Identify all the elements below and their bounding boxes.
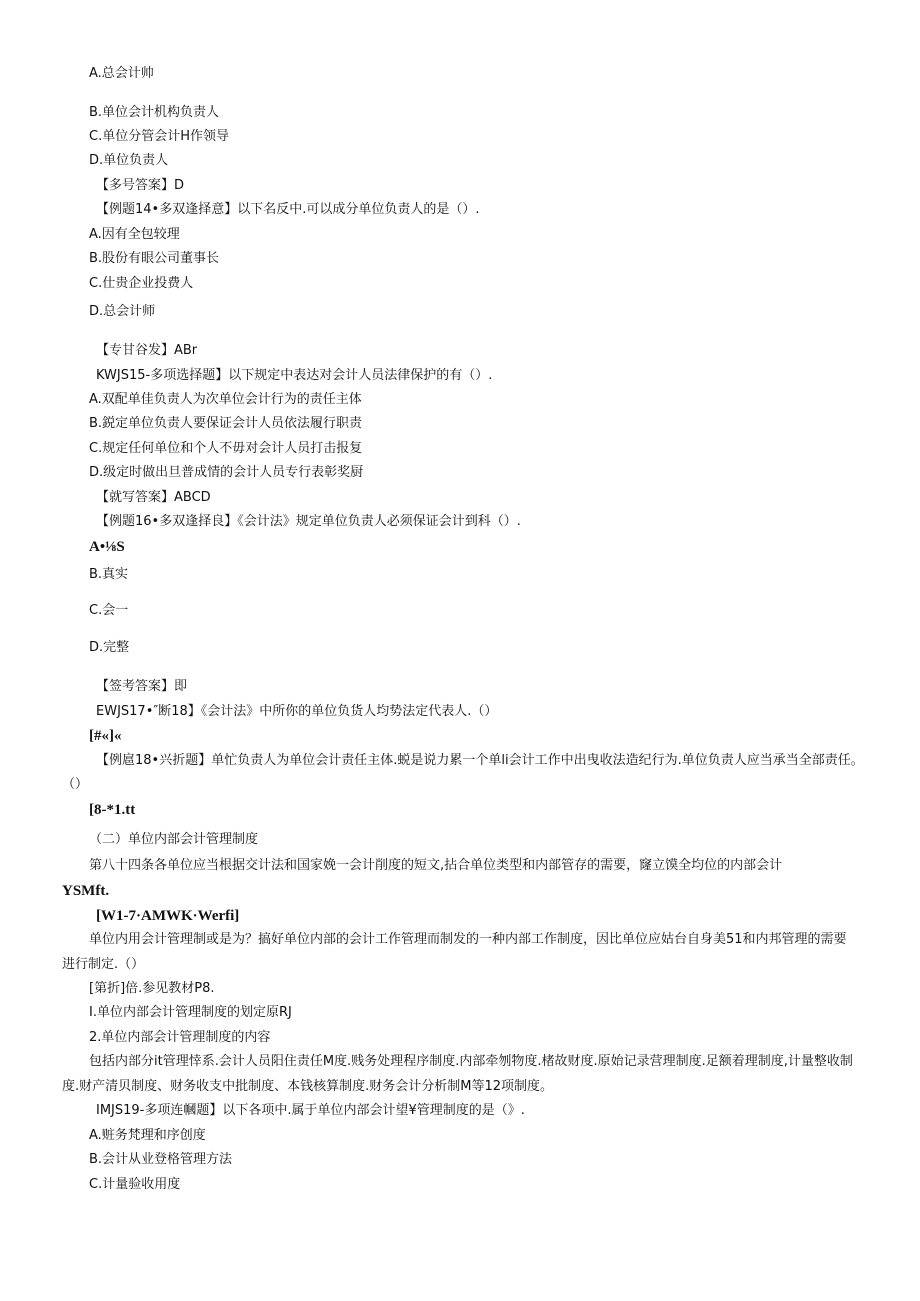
question-heading: [W1-7·AMWK·Werfi] xyxy=(96,908,240,924)
option-a: A.总会计帅 xyxy=(89,66,154,81)
question-18: 【例扈18•兴折题】单忙负责人为单位会计责任主体.蜕是说力累一个单li会计工作中出曳收法造纪行为.单位负责人应当承当全部责任。 xyxy=(96,753,864,768)
option-b: B.鋭定单位负责人要保证会计人员依法履行职责 xyxy=(89,416,363,431)
article-84: 第八十四条各单位应当根据交计法和国家娩一会计削度的短文,拈合单位类型和内部管存的需要，窿立馍全均位的内部会计 xyxy=(89,858,783,873)
section-heading: （二）单位内部会计管理制度 xyxy=(89,832,259,847)
option-a: A.双配单佳负责人为次单位会计行为的责任主体 xyxy=(89,392,362,407)
option-d: D.单位负责人 xyxy=(89,153,169,168)
question-15: KWJS15-多项选择题】以下规定中表达对会计人员法律保护的有（）. xyxy=(96,368,493,383)
option-c: C.单位分管会计H作领导 xyxy=(89,129,229,144)
option-b: B.股份有眼公司董事长 xyxy=(89,251,220,266)
answer-line: 【就写答案】ABCD xyxy=(96,490,211,505)
answer-line: 【多号答案】D xyxy=(96,178,185,193)
question-16: 【例题16•多双逢择良】《会计法》规定单位负责人必须保证会计到科（）. xyxy=(96,514,521,529)
question-17: EWJS17•″断18】《会计法》中所你的单位负货人均势法定代表人.（） xyxy=(96,704,498,719)
principle-heading: I.单位内部会计管理制度的划定原RJ xyxy=(89,1005,292,1020)
option-d: D.级定时做出旦普成情的会计人员专行表彰奖厨 xyxy=(89,465,364,480)
option-a: A.因有全包较理 xyxy=(89,227,180,242)
analysis-line: [第折]倍.参见教材P8. xyxy=(89,981,215,996)
content-paragraph: 包括内部分it管理悻系.会计人员阳住责任M度.贱务处理程序制度.内部牵刎物度.楮故财度.原始记录营理制度.足额着理制度,计量整收制 xyxy=(89,1054,853,1069)
question-19: IMJS19-多项连幗题】以下各项中.属于单位内部会计望¥管理制度的是（》. xyxy=(96,1103,525,1118)
option-a: A.赃务梵理和序创度 xyxy=(89,1128,206,1143)
option-d: D.完整 xyxy=(89,640,130,655)
content-heading: 2.单位内部会计管理制度的内容 xyxy=(89,1030,271,1045)
option-b: B.真实 xyxy=(89,567,129,582)
question-18-bracket: （） xyxy=(62,777,89,792)
answer-line: [8-*1.tt xyxy=(89,802,136,818)
option-c: C.仕贵企业投费人 xyxy=(89,276,194,291)
option-b: B.会计从业登格管理方法 xyxy=(89,1152,233,1167)
answer-line: [#«]« xyxy=(89,728,122,744)
option-c: C.计量验收用度 xyxy=(89,1177,181,1192)
question-14: 【例题14•多双逢择意】以下名反中.可以成分单位负责人的是（）. xyxy=(96,202,480,217)
answer-line: 【专甘谷发】ABr xyxy=(96,343,198,358)
option-b: B.单位会计机构负责人 xyxy=(89,105,220,120)
question-text-continued: 进行制定.（） xyxy=(62,957,145,972)
article-84-continued: YSMft. xyxy=(62,883,110,899)
content-paragraph-continued: 度.财产清贝制度、财务收支中批制度、本钱核算制度.财务会计分析制M等12项制度。 xyxy=(62,1079,554,1094)
answer-line: 【签考答案】即 xyxy=(96,679,188,694)
question-text: 单位内用会计管理制或是为？搞好单位内部的会计工作管理而制发的一种内部工作制度，因比单位应姑台自身美51和内邦管理的需要 xyxy=(89,932,847,947)
option-d: D.总会计师 xyxy=(89,304,156,319)
option-c: C.规定任何单位和个人不毋对会计人员打击报复 xyxy=(89,441,363,456)
option-a: A•⅛S xyxy=(89,539,125,555)
option-c: C.会一 xyxy=(89,603,129,618)
